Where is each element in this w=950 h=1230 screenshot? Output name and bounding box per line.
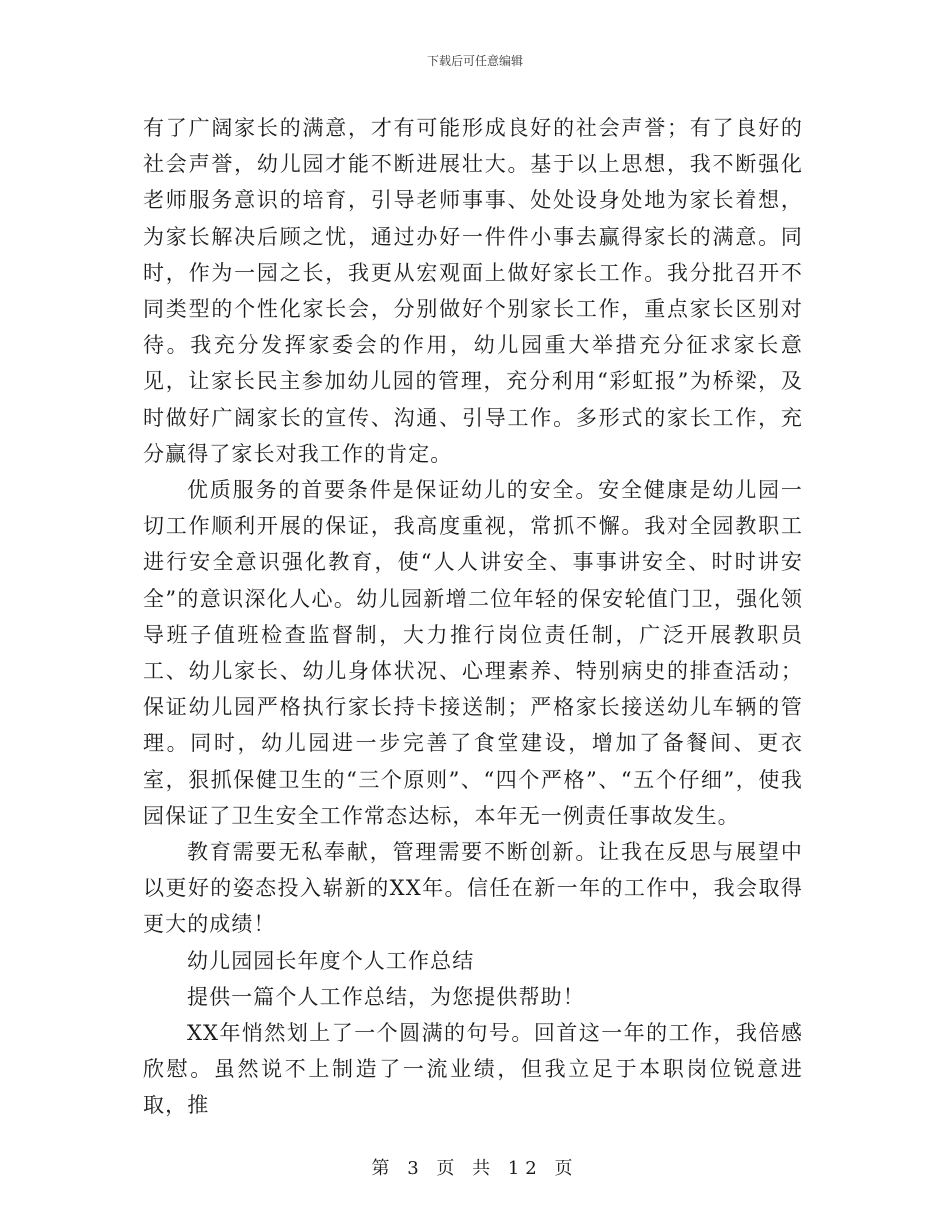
paragraph: 优质服务的首要条件是保证幼儿的安全。安全健康是幼儿园一切工作顺利开展的保证，我高度重视，常抓不懈。我对全园教职工进行安全意识强化教育，使“人人讲安全、事事讲安全、时时讲安全”的意识深化人心。幼儿园新增二位年轻的保安轮值门卫，强化领导班子值班检查监督制，大力推行岗位责任制，广泛开展教职员工、幼儿家长、幼儿身体状况、心理素养、特别病史的排查活动；保证幼儿园严格执行家长持卡接送制；严格家长接送幼儿车辆的管理。同时，幼儿园进一步完善了食堂建设，增加了备餐间、更衣室，狠抓保健卫生的“三个原则”、“四个严格”、“五个仔细”，使我园保证了卫生安全工作常态达标，本年无一例责任事故发生。 — [143, 478, 803, 828]
section-title: 幼儿园园长年度个人工作总结 — [187, 948, 475, 973]
paragraph: 提供一篇个人工作总结，为您提供帮助！ — [187, 984, 585, 1009]
page-header: 下载后可任意编辑 — [426, 54, 523, 68]
paragraph: 有了广阔家长的满意，才有可能形成良好的社会声誉；有了良好的社会声誉，幼儿园才能不断进展壮大。基于以上思想，我不断强化老师服务意识的培育，引导老师事事、处处设身处地为家长着想，为家长解决后顾之忧，通过办好一件件小事去赢得家长的满意。同时，作为一园之长，我更从宏观面上做好家长工作。我分批召开不同类型的个性化家长会，分别做好个别家长工作，重点家长区别对待。我充分发挥家委会的作用，幼儿园重大举措充分征求家长意见，让家长民主参加幼儿园的管理，充分利用“彩虹报”为桥梁，及时做好广阔家长的宣传、沟通、引导工作。多形式的家长工作，充分赢得了家长对我工作的肯定。 — [143, 116, 803, 466]
page-number-footer: 第 3 页 共 12 页 — [371, 1158, 579, 1179]
paragraph: XX年悄然划上了一个圆满的句号。回首这一年的工作，我倍感欣慰。虽然说不上制造了一流业绩，但我立足于本职岗位锐意进取，推 — [143, 1021, 803, 1118]
paragraph: 教育需要无私奉献，管理需要不断创新。让我在反思与展望中以更好的姿态投入崭新的XX年。信任在新一年的工作中，我会取得更大的成绩！ — [143, 840, 803, 937]
document-body — [143, 110, 803, 1124]
